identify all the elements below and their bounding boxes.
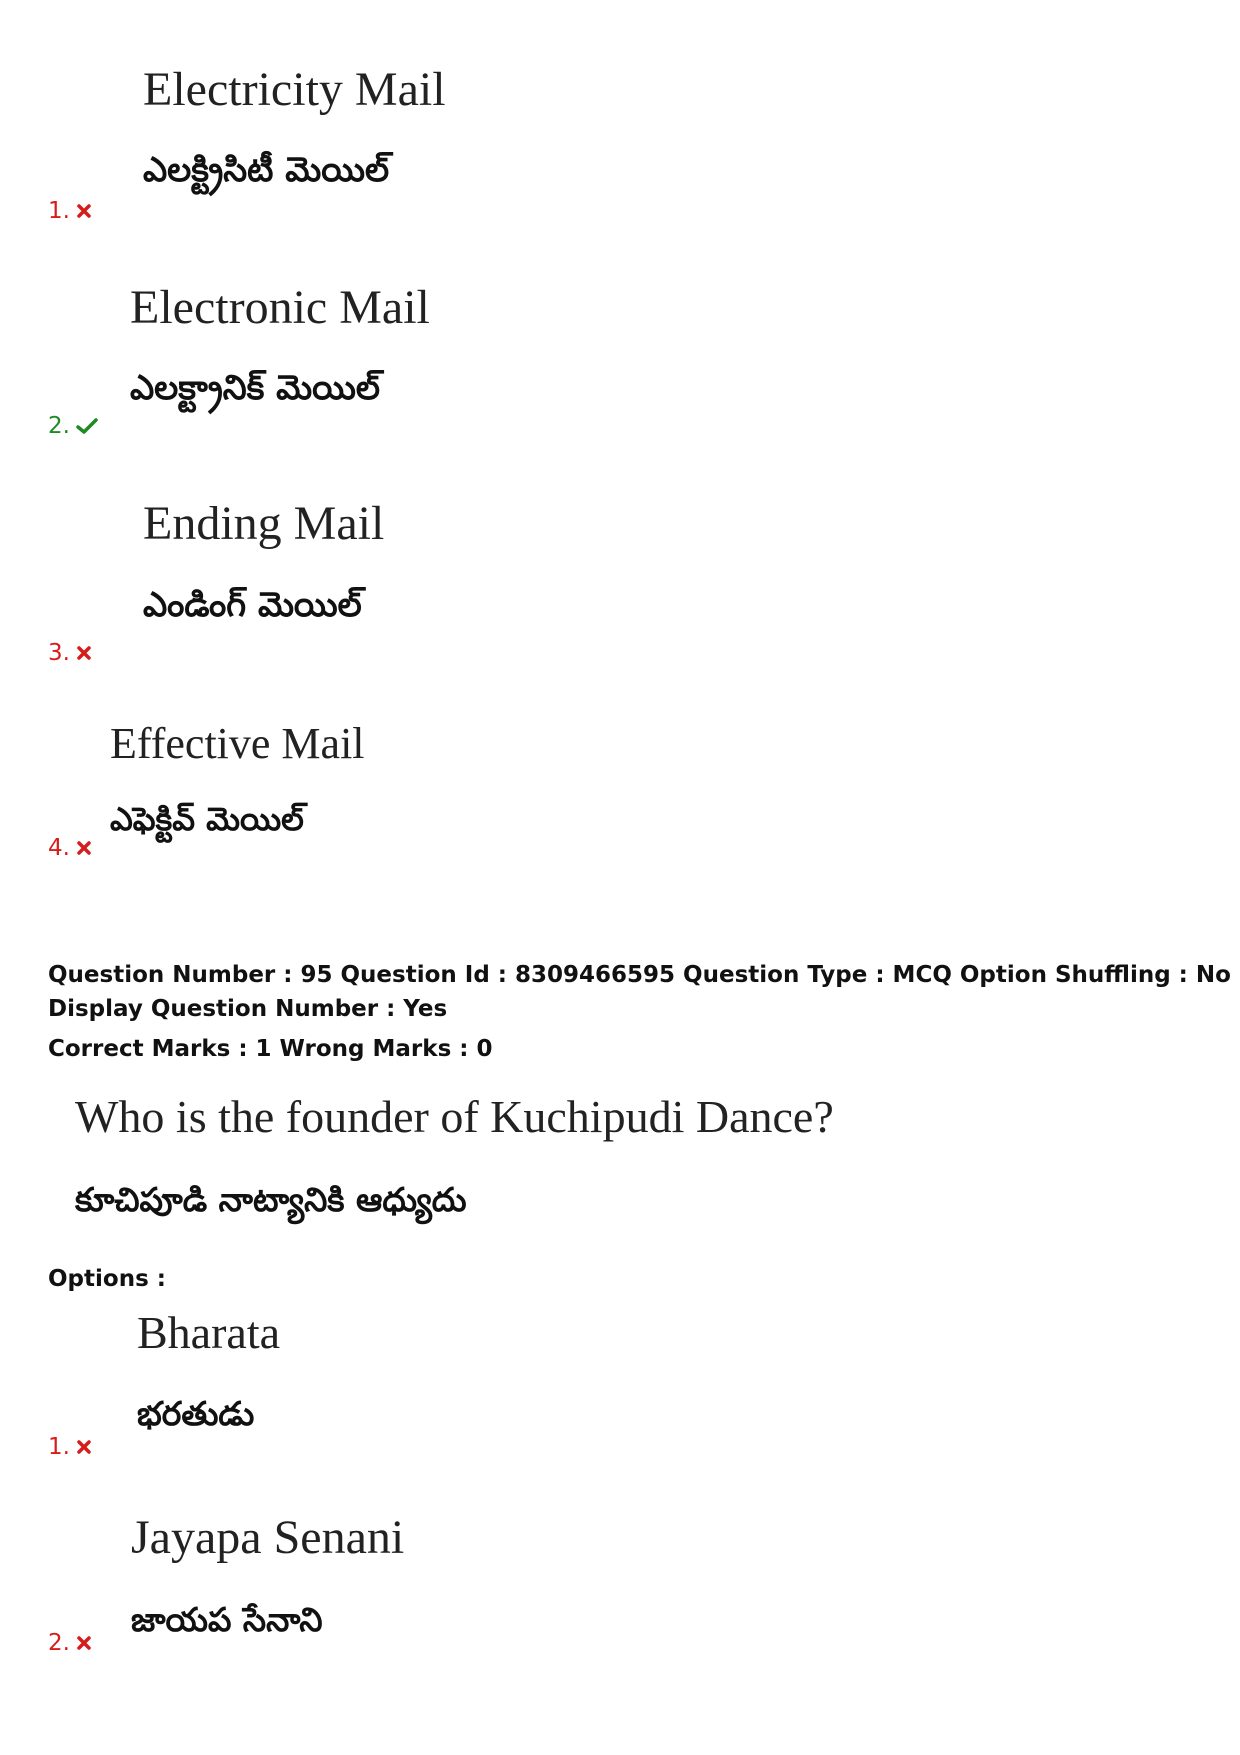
option-english-text: Electricity Mail bbox=[143, 63, 446, 116]
option-telugu-text: భరతుడు bbox=[137, 1394, 255, 1433]
option-telugu-text: ఎలక్ట్రానిక్ మెయిల్ bbox=[130, 368, 380, 408]
option-number-label: 2. bbox=[48, 1630, 70, 1656]
question-meta-line-2: Display Question Number : Yes bbox=[48, 996, 448, 1022]
option-number bbox=[48, 413, 98, 439]
cross-icon bbox=[76, 840, 92, 856]
option-english-text: Bharata bbox=[137, 1307, 281, 1358]
option-telugu-text: ఎఫెక్టివ్ మెయిల్ bbox=[110, 800, 304, 838]
option-english-text: Jayapa Senani bbox=[131, 1511, 405, 1564]
option-number-label: 1. bbox=[48, 1434, 70, 1460]
option-telugu-text: జాయప సేనాని bbox=[131, 1600, 323, 1639]
option-number-label: 1. bbox=[48, 198, 70, 224]
cross-icon bbox=[76, 1635, 92, 1651]
option-number bbox=[48, 1434, 92, 1460]
option-english-text: Electronic Mail bbox=[130, 281, 430, 334]
cross-icon bbox=[76, 203, 92, 219]
options-label: Options : bbox=[48, 1266, 166, 1292]
option-number bbox=[48, 1630, 92, 1656]
option-telugu-text: ఎండింగ్ మెయిల్ bbox=[143, 585, 362, 625]
option-telugu-text: ఎలక్ట్రిసిటీ మెయిల్ bbox=[143, 150, 390, 190]
option-number-label: 2. bbox=[48, 413, 70, 439]
option-number-label: 4. bbox=[48, 835, 70, 861]
option-english-text: Effective Mail bbox=[110, 719, 365, 768]
option-number bbox=[48, 198, 92, 224]
option-english-text: Ending Mail bbox=[143, 497, 385, 550]
question-text-telugu: కూచిపూడి నాట్యానికి ఆధ్యుదు bbox=[75, 1180, 467, 1219]
option-number bbox=[48, 640, 92, 666]
option-number-label: 3. bbox=[48, 640, 70, 666]
cross-icon bbox=[76, 645, 92, 661]
check-icon bbox=[76, 417, 98, 435]
question-meta-line-1: Question Number : 95 Question Id : 8309466595 Question Type : MCQ Option Shuffling : No bbox=[48, 962, 1231, 988]
option-number bbox=[48, 835, 92, 861]
cross-icon bbox=[76, 1439, 92, 1455]
question-marks: Correct Marks : 1 Wrong Marks : 0 bbox=[48, 1036, 493, 1062]
question-text-english: Who is the founder of Kuchipudi Dance? bbox=[75, 1091, 834, 1142]
